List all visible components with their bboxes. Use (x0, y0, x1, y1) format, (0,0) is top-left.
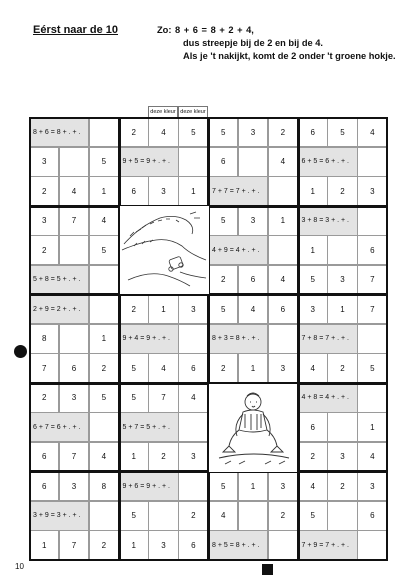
number-cell: 4 (357, 442, 387, 472)
equation-cell: 3 + 9 = 3 + . + . (29, 501, 89, 531)
number-cell: 4 (59, 176, 89, 206)
answer-cell[interactable] (357, 206, 387, 236)
number-cell: 2 (268, 501, 298, 531)
equation-cell: 3 + 8 = 3 + . + . (298, 206, 358, 236)
number-cell: 5 (208, 117, 238, 147)
number-cell: 3 (178, 294, 208, 324)
equation-cell: 9 + 6 = 9 + . + . (119, 471, 179, 501)
answer-cell[interactable] (89, 117, 119, 147)
number-cell: 5 (89, 147, 119, 177)
number-cell: 5 (208, 294, 238, 324)
number-cell: 6 (178, 530, 208, 560)
answer-cell[interactable] (178, 324, 208, 354)
answer-cell[interactable] (59, 324, 89, 354)
answer-cell[interactable] (327, 235, 357, 265)
number-cell: 1 (119, 530, 149, 560)
page-number: 10 (15, 562, 24, 571)
equation-cell: 7 + 9 = 7 + . + . (298, 530, 358, 560)
equation-cell: 8 + 3 = 8 + . + . (208, 324, 268, 354)
number-cell: 6 (59, 353, 89, 383)
number-cell: 3 (238, 206, 268, 236)
number-cell: 4 (178, 383, 208, 413)
equation-cell: 7 + 7 = 7 + . + . (208, 176, 268, 206)
number-cell: 3 (268, 471, 298, 501)
number-cell: 2 (208, 353, 238, 383)
number-cell: 7 (59, 206, 89, 236)
number-cell: 1 (298, 176, 328, 206)
equation-cell: 6 + 7 = 6 + . + . (29, 412, 89, 442)
number-cell: 3 (327, 265, 357, 295)
answer-cell[interactable] (59, 235, 89, 265)
number-cell: 4 (298, 471, 328, 501)
number-cell: 7 (357, 294, 387, 324)
number-cell: 6 (208, 147, 238, 177)
number-cell: 3 (238, 117, 268, 147)
number-cell: 2 (178, 501, 208, 531)
number-cell: 4 (357, 117, 387, 147)
number-cell: 2 (119, 117, 149, 147)
number-cell: 1 (119, 442, 149, 472)
equation-cell: 7 + 8 = 7 + . + . (298, 324, 358, 354)
number-cell: 5 (327, 117, 357, 147)
number-cell: 2 (29, 383, 59, 413)
number-cell: 7 (357, 265, 387, 295)
number-cell: 6 (357, 235, 387, 265)
number-cell: 6 (268, 294, 298, 324)
number-cell: 6 (29, 471, 59, 501)
number-cell: 1 (268, 206, 298, 236)
number-cell: 3 (178, 442, 208, 472)
equation-cell: 5 + 8 = 5 + . + . (29, 265, 89, 295)
exercise-grid (29, 117, 387, 560)
number-cell: 1 (89, 176, 119, 206)
answer-cell[interactable] (268, 235, 298, 265)
answer-cell[interactable] (148, 501, 178, 531)
answer-cell[interactable] (357, 147, 387, 177)
number-cell: 2 (268, 117, 298, 147)
equation-cell: 9 + 5 = 9 + . + . (119, 147, 179, 177)
answer-cell[interactable] (89, 265, 119, 295)
number-cell: 7 (29, 353, 59, 383)
number-cell: 3 (298, 294, 328, 324)
equation-cell: 8 + 5 = 8 + . + . (208, 530, 268, 560)
answer-cell[interactable] (178, 147, 208, 177)
number-cell: 4 (89, 442, 119, 472)
number-cell: 2 (327, 176, 357, 206)
equation-cell: 8 + 6 = 8 + . + . (29, 117, 89, 147)
number-cell: 2 (119, 294, 149, 324)
example-line-1: Zo: 8 + 6 = 8 + 2 + 4, (157, 25, 254, 35)
answer-cell[interactable] (89, 294, 119, 324)
answer-cell[interactable] (238, 147, 268, 177)
number-cell: 3 (29, 206, 59, 236)
number-cell: 1 (298, 235, 328, 265)
number-cell: 3 (148, 530, 178, 560)
number-cell: 1 (178, 176, 208, 206)
answer-cell[interactable] (268, 530, 298, 560)
answer-cell[interactable] (268, 176, 298, 206)
number-cell: 4 (208, 501, 238, 531)
number-cell: 1 (327, 294, 357, 324)
number-cell: 5 (178, 117, 208, 147)
equation-cell: 6 + 5 = 6 + . + . (298, 147, 358, 177)
color-label-2: deze kleur (178, 106, 208, 119)
number-cell: 5 (89, 383, 119, 413)
number-cell: 6 (357, 501, 387, 531)
number-cell: 5 (119, 501, 149, 531)
answer-cell[interactable] (178, 412, 208, 442)
number-cell: 4 (298, 353, 328, 383)
number-cell: 5 (89, 235, 119, 265)
number-cell: 3 (148, 176, 178, 206)
answer-cell[interactable] (238, 501, 268, 531)
number-cell: 1 (89, 324, 119, 354)
number-cell: 4 (268, 265, 298, 295)
number-cell: 3 (29, 147, 59, 177)
number-cell: 6 (178, 353, 208, 383)
number-cell: 6 (298, 412, 328, 442)
square-marker-icon (262, 564, 273, 575)
number-cell: 3 (357, 471, 387, 501)
number-cell: 4 (238, 294, 268, 324)
number-cell: 2 (89, 353, 119, 383)
number-cell: 3 (327, 442, 357, 472)
page-title: Eérst naar de 10 (33, 24, 118, 36)
example-text (157, 24, 396, 63)
answer-cell[interactable] (327, 501, 357, 531)
number-cell: 5 (298, 501, 328, 531)
answer-cell[interactable] (327, 412, 357, 442)
equation-cell: 4 + 8 = 4 + . + . (298, 383, 358, 413)
number-cell: 2 (148, 442, 178, 472)
number-cell: 1 (148, 294, 178, 324)
number-cell: 2 (298, 442, 328, 472)
number-cell: 1 (357, 412, 387, 442)
number-cell: 8 (29, 324, 59, 354)
number-cell: 5 (357, 353, 387, 383)
number-cell: 7 (148, 383, 178, 413)
number-cell: 4 (268, 147, 298, 177)
number-cell: 4 (148, 353, 178, 383)
number-cell: 4 (148, 117, 178, 147)
equation-cell: 5 + 7 = 5 + . + . (119, 412, 179, 442)
example-line-2: dus streepje bij de 2 en bij de 4. (183, 38, 324, 48)
number-cell: 7 (59, 442, 89, 472)
number-cell: 3 (357, 176, 387, 206)
number-cell: 6 (29, 442, 59, 472)
answer-cell[interactable] (357, 530, 387, 560)
punch-hole-icon (14, 345, 27, 358)
number-cell: 6 (238, 265, 268, 295)
number-cell: 4 (89, 206, 119, 236)
number-cell: 3 (59, 383, 89, 413)
answer-cell[interactable] (178, 471, 208, 501)
answer-cell[interactable] (59, 147, 89, 177)
example-line-3: Als je 't nakijkt, komt de 2 onder 't groene hokje. (183, 51, 396, 61)
number-cell: 2 (208, 265, 238, 295)
number-cell: 3 (268, 353, 298, 383)
answer-cell[interactable] (268, 324, 298, 354)
number-cell: 1 (238, 353, 268, 383)
equation-cell: 9 + 4 = 9 + . + . (119, 324, 179, 354)
number-cell: 3 (59, 471, 89, 501)
number-cell: 1 (29, 530, 59, 560)
number-cell: 2 (327, 471, 357, 501)
number-cell: 5 (119, 383, 149, 413)
answer-cell[interactable] (357, 324, 387, 354)
number-cell: 5 (208, 471, 238, 501)
sitting-man-drawing (209, 384, 297, 472)
number-cell: 2 (89, 530, 119, 560)
number-cell: 6 (119, 176, 149, 206)
car-on-hill-drawing (120, 206, 209, 294)
number-cell: 7 (59, 530, 89, 560)
equation-cell: 4 + 9 = 4 + . + . (208, 235, 268, 265)
number-cell: 5 (208, 206, 238, 236)
number-cell: 6 (298, 117, 328, 147)
answer-cell[interactable] (357, 383, 387, 413)
number-cell: 2 (29, 235, 59, 265)
equation-cell: 2 + 9 = 2 + . + . (29, 294, 89, 324)
color-label-1: deze kleur (148, 106, 178, 119)
answer-cell[interactable] (89, 412, 119, 442)
answer-cell[interactable] (89, 501, 119, 531)
number-cell: 5 (298, 265, 328, 295)
number-cell: 5 (119, 353, 149, 383)
number-cell: 8 (89, 471, 119, 501)
number-cell: 2 (29, 176, 59, 206)
number-cell: 2 (327, 353, 357, 383)
number-cell: 1 (238, 471, 268, 501)
